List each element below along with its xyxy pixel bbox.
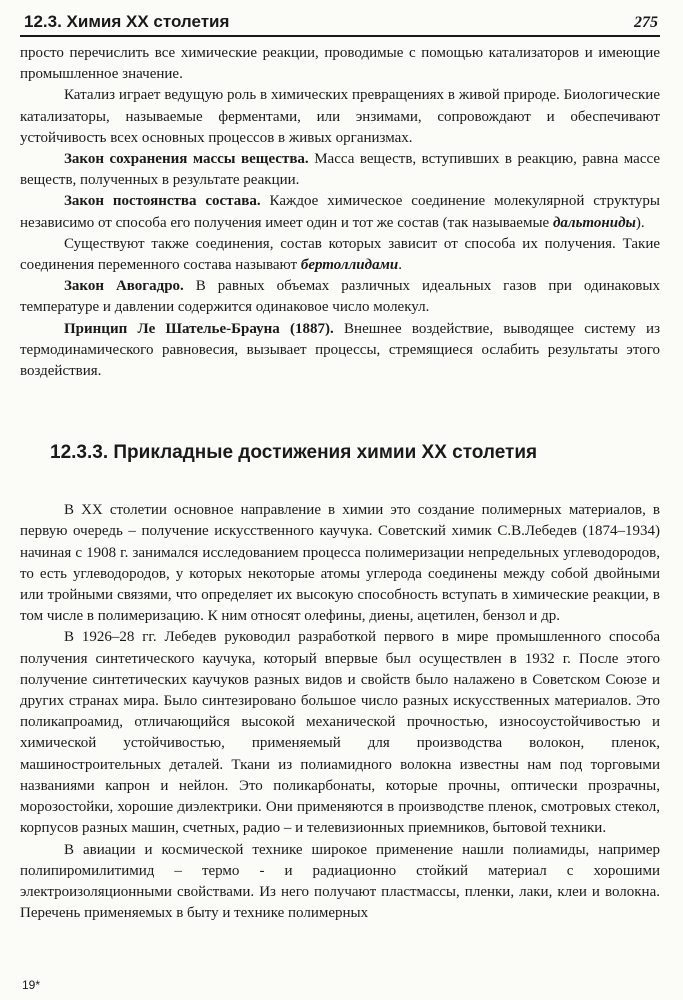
book-page bbox=[20, 12, 660, 924]
paragraph-synthetic-rubber: В 1926–28 гг. Лебедев руководил разработкой первого в мире промышленного способа получения синтетического каучука, который впервые был осуществлен в 1932 г. После этого получение синтетических каучуков разных видов и свойств было налажено в Советском Союзе и других странах мира. Было синтезировано большое число разных искусственных материалов. Это поликапроамид, отличающийся высокой механической прочностью, износоустойчивостью и химической устойчивостью, применяемый для производства волокон, пленок, машиностроительных деталей. Ткани из полиамидного волокна известны нам под торговыми названиями капрон и нейлон. Это поликарбонаты, которые прочны, оптически прозрачны, морозостойки, хорошие диэлектрики. Они применяются в производстве пленок, смотровых стекол, корпусов разных машин, счетных, радио – и телевизионных приемников, бытовой техники. bbox=[20, 629, 660, 837]
paragraph-constant-composition: Закон постоянства состава. Каждое химическое соединение молекулярной структуры независимо от способа его получения имеет один и тот же состав (так называемые дальтониды). bbox=[20, 193, 661, 231]
top-text bbox=[20, 43, 660, 382]
chapter-title: 12.3. Химия XX столетия bbox=[24, 12, 230, 31]
printer-signature: 19* bbox=[22, 978, 41, 992]
section-heading: 12.3.3. Прикладные достижения химии XX столетия bbox=[50, 442, 538, 464]
law-name: Закон Авогадро. bbox=[64, 278, 184, 295]
paragraph-mass-conservation: Закон сохранения массы вещества. Масса веществ, вступивших в реакцию, равна массе веществ, полученных в результате реакции. bbox=[20, 151, 660, 189]
law-name: Закон постоянства состава. bbox=[64, 193, 261, 210]
term-berthollides: бертоллидами bbox=[300, 257, 399, 274]
running-header bbox=[20, 12, 660, 37]
law-name: Закон сохранения массы вещества. bbox=[64, 151, 309, 168]
paragraph-catalysts-end: просто перечислить все химические реакции, проводимые с помощью катализаторов и имеющие промышленное значение. bbox=[20, 45, 660, 83]
paragraph-berthollides: Существуют также соединения, состав которых зависит от способа их получения. Такие соединения переменного состава называют бертоллидами. bbox=[20, 235, 660, 274]
paragraph-polyimides: В авиации и космической технике широкое применение нашли полиамиды, например полипиромилитимид – термо - и радиационно стойкий материал с хорошими электроизоляционными свойствами. Из него получают пластмассы, пленки, лаки, клеи и волокна. Перечень применяемых в быту и технике полимерных bbox=[20, 841, 660, 922]
law-name: Принцип Ле Шателье-Брауна (1887). bbox=[64, 320, 334, 337]
paragraph-polymers: В XX столетии основное направление в химии это создание полимерных материалов, в первую очередь – получение искусственного каучука. Советский химик С.В.Лебедев (1874–1934) начиная с 1908 г. занимался исследованием процесса полимеризации непредельных углеводородов, то есть углеводородов, у которых некоторые атомы углерода соединены между собой двойными или тройными связями, что определяет их высокую способность вступать в химические реакции, в том числе в полимеризацию. К ним относят олефины, диены, ацетилен, бензол и др. bbox=[20, 502, 660, 625]
paragraph-le-chatelier: Принцип Ле Шателье-Брауна (1887). Внешнее воздействие, выводящее систему из термодинамического равновесия, вызывает процессы, стремящиеся ослабить результаты этого воздействия. bbox=[20, 320, 660, 380]
paragraph-catalysis-in-nature: Катализ играет ведущую роль в химических превращениях в живой природе. Биологические катализаторы, называемые ферментами, или энзимами, сопровождают и обеспечивают устойчивость всех основных процессов в живых организмах. bbox=[20, 87, 660, 146]
section-text bbox=[20, 500, 660, 924]
paragraph-avogadro: Закон Авогадро. В равных объемах различных идеальных газов при одинаковых температуре и давлении содержится одинаковое число молекул. bbox=[20, 278, 661, 316]
term-daltonides: дальтониды bbox=[552, 214, 636, 231]
page-number: 275 bbox=[634, 14, 658, 31]
